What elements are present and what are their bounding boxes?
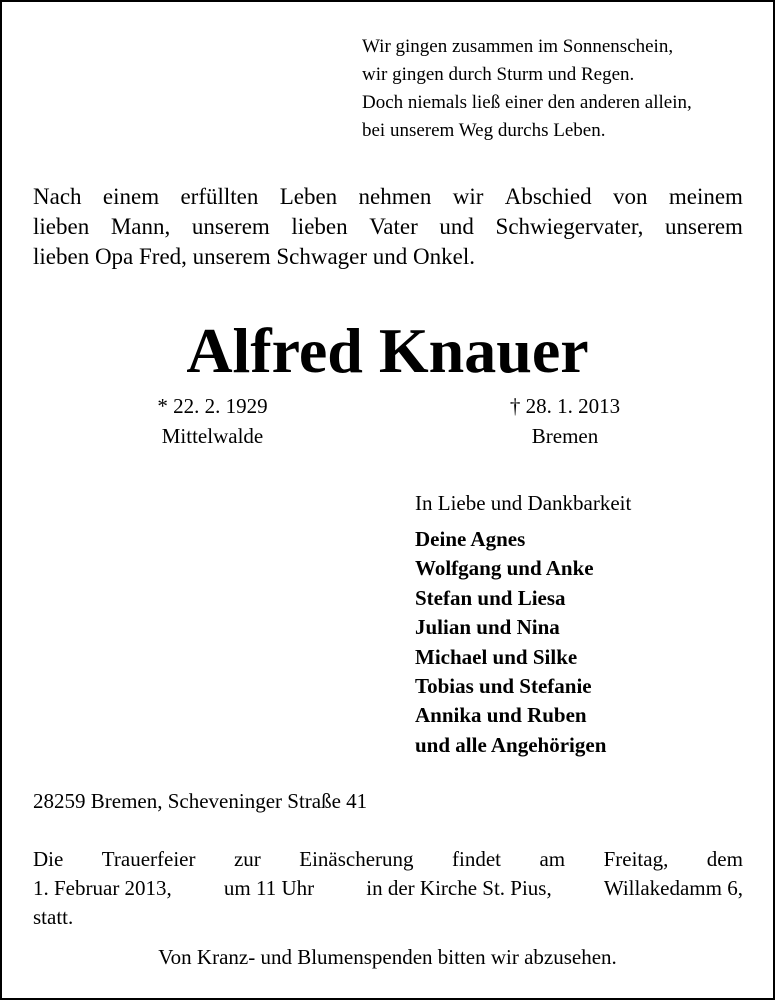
mourner: Michael und Silke	[415, 644, 578, 669]
death-info	[460, 391, 670, 451]
closing-note: Von Kranz- und Blumenspenden bitten wir abzusehen.	[158, 945, 617, 969]
intro-line-2	[33, 212, 743, 242]
word: dem	[706, 847, 743, 871]
mourner: Annika und Ruben	[415, 703, 587, 728]
word: meinem	[668, 184, 743, 209]
word: Freitag,	[603, 847, 669, 871]
ceremony-line-1	[33, 845, 743, 874]
mourner: Tobias und Stefanie	[415, 673, 592, 698]
word: Vater	[369, 214, 418, 239]
mourner: Julian und Nina	[415, 615, 560, 640]
mourner: Deine Agnes	[415, 527, 526, 551]
poem-line: Doch niemals ließ einer den anderen allein,	[362, 92, 692, 113]
word: Trauerfeier	[101, 847, 196, 871]
poem-line: wir gingen durch Sturm und Regen.	[362, 64, 635, 85]
word: Einäscherung	[299, 847, 414, 871]
word: von	[612, 184, 648, 209]
word: unserem	[191, 214, 270, 239]
birth-place: Mittelwalde	[161, 424, 264, 448]
word: Nach	[33, 184, 82, 209]
intro-line-1	[33, 182, 743, 212]
family-greeting: In Liebe und Dankbarkeit	[415, 491, 632, 515]
birth-date: * 22. 2. 1929	[157, 394, 268, 418]
mourner: Wolfgang und Anke	[415, 556, 594, 581]
phrase: um 11 Uhr	[223, 876, 315, 900]
poem-line: bei unserem Weg durchs Leben.	[362, 120, 606, 141]
word: findet	[452, 847, 501, 871]
deceased-name: Alfred Knauer	[186, 315, 589, 386]
poem-line: Wir gingen zusammen im Sonnenschein,	[362, 36, 674, 57]
poem	[362, 33, 692, 145]
word: lieben	[33, 214, 90, 239]
word: lieben	[291, 214, 348, 239]
mourner: und alle Angehörigen	[415, 732, 607, 757]
death-place: Bremen	[531, 424, 599, 448]
address: 28259 Bremen, Scheveninger Straße 41	[33, 789, 368, 813]
birth-info	[110, 391, 315, 451]
word: einem	[102, 184, 160, 209]
word: Die	[33, 847, 64, 871]
death-date: † 28. 1. 2013	[509, 394, 621, 418]
word: erfüllten	[180, 184, 259, 209]
word: Schwiegervater,	[495, 214, 644, 239]
word: am	[539, 847, 566, 871]
ceremony-paragraph	[33, 845, 743, 932]
mourner: Stefan und Liesa	[415, 585, 566, 610]
word: wir	[452, 184, 484, 209]
word: Leben	[279, 184, 338, 209]
ceremony-line-2	[33, 874, 743, 903]
ceremony-line-3: statt.	[33, 905, 74, 929]
phrase: 1. Februar 2013,	[33, 876, 172, 900]
word: Mann,	[110, 214, 171, 239]
word: Abschied	[504, 184, 592, 209]
word: unserem	[665, 214, 743, 239]
word: und	[439, 214, 474, 239]
phrase: Willakedamm 6,	[603, 876, 743, 900]
mourners-list	[415, 525, 606, 760]
word: zur	[233, 847, 261, 871]
intro-paragraph	[33, 182, 743, 272]
phrase: in der Kirche St. Pius,	[366, 876, 552, 900]
intro-line-3: lieben Opa Fred, unserem Schwager und Onkel.	[33, 244, 475, 269]
word: nehmen	[358, 184, 432, 209]
